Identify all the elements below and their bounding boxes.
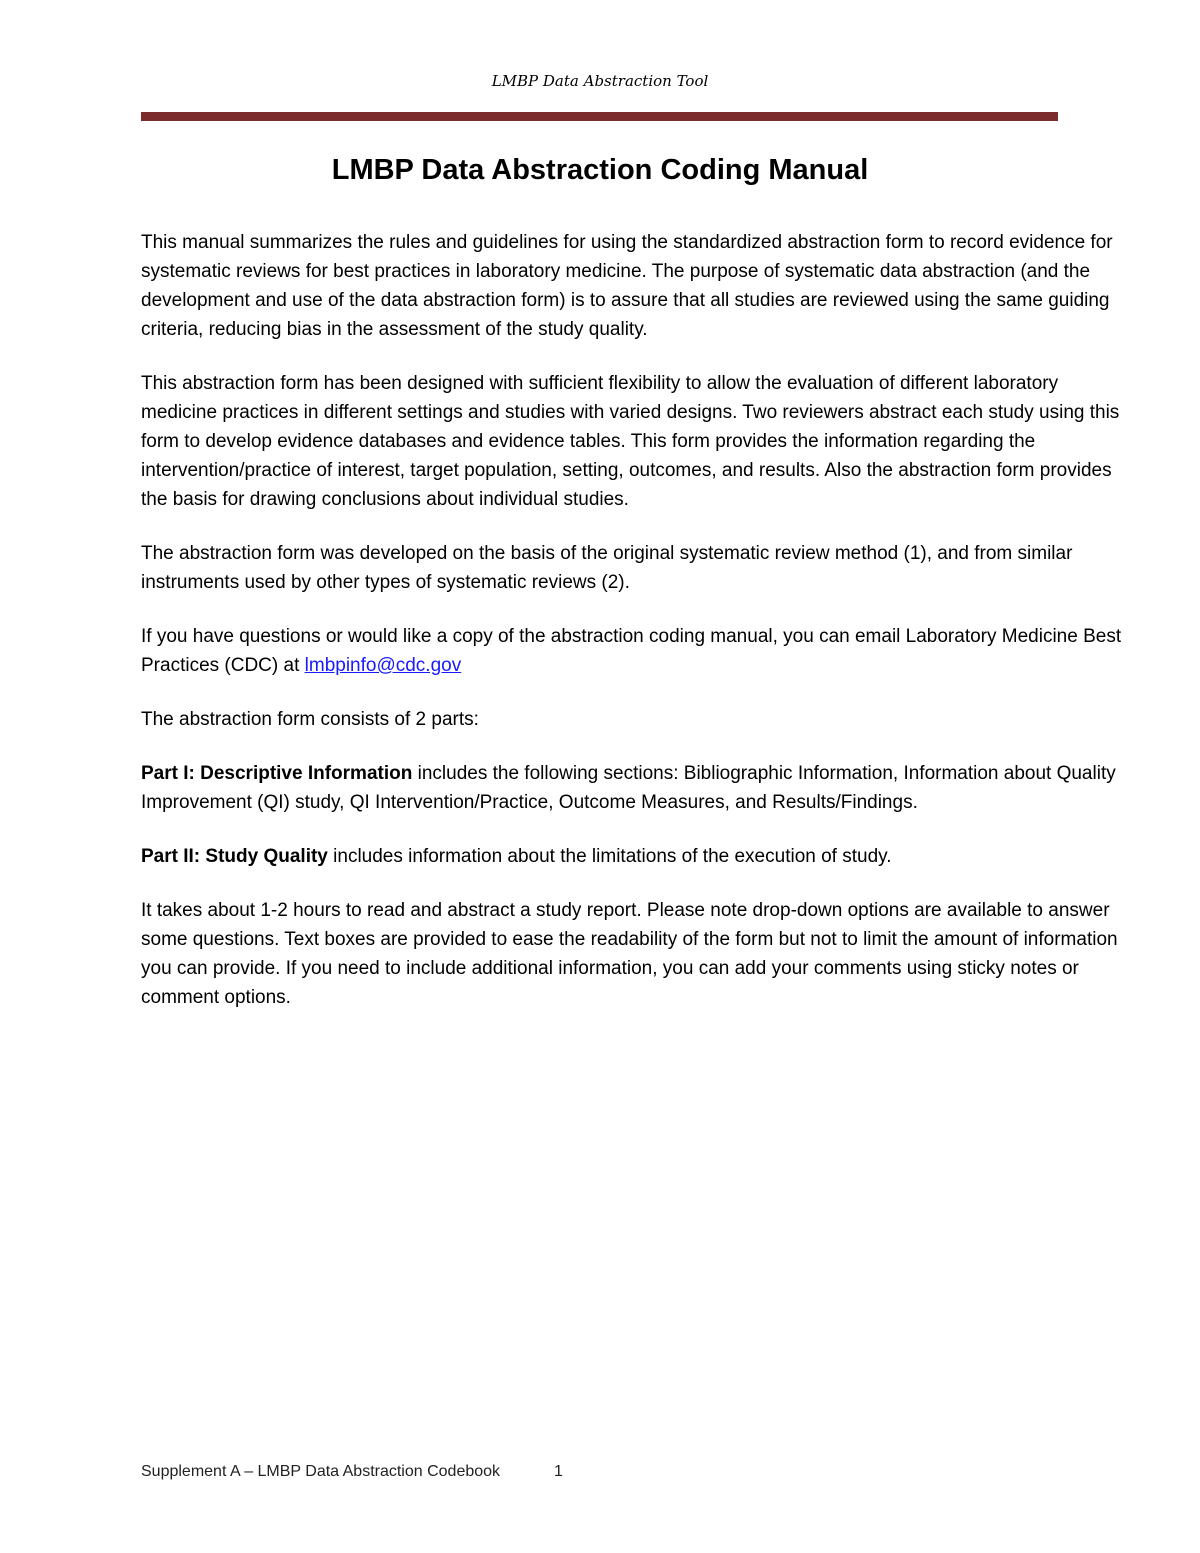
page-footer	[141, 1460, 563, 1484]
part-one-label: Part I: Descriptive Information	[141, 763, 413, 784]
contact-email-link[interactable]: lmbpinfo@cdc.gov	[304, 655, 462, 676]
part-one-paragraph	[141, 759, 1136, 817]
parts-intro-paragraph: The abstraction form consists of 2 parts:	[141, 709, 479, 730]
flexibility-paragraph: This abstraction form has been designed with sufficient flexibility to allow the evaluation of different laboratory medicine practices in different settings and studies with varied designs. Two reviewers abstract each study using this form to develop evidence databases and evidence tables. This form provides the information regarding the intervention/practice of interest, target population, setting, outcomes, and results. Also the abstraction form provides the basis for drawing conclusions about individual studies.	[141, 373, 1120, 510]
development-paragraph: The abstraction form was developed on the basis of the original systematic review method (1), and from similar instruments used by other types of systematic reviews (2).	[141, 543, 1073, 593]
header-rule	[141, 112, 1058, 121]
time-estimate-paragraph: It takes about 1-2 hours to read and abstract a study report. Please note drop-down options are available to answer some questions. Text boxes are provided to ease the readability of the form but not to limit the amount of information you can provide. If you need to include additional information, you can add your comments using sticky notes or comment options.	[141, 900, 1118, 1008]
part-two-text: includes information about the limitations of the execution of study.	[327, 846, 892, 867]
document-body	[141, 228, 1136, 1037]
intro-paragraph: This manual summarizes the rules and guidelines for using the standardized abstraction form to record evidence for systematic reviews for best practices in laboratory medicine. The purpose of systematic data abstraction (and the development and use of the data abstraction form) is to assure that all studies are reviewed using the same guiding criteria, reducing bias in the assessment of the study quality.	[141, 232, 1113, 340]
contact-paragraph	[141, 622, 1136, 680]
part-one-text: includes the following sections: Bibliographic Information, Information about Quality Improvement (QI) study, QI Intervention/Practice, Outcome Measures, and Results/Findings.	[141, 763, 1116, 813]
part-two-paragraph	[141, 842, 1136, 871]
page-number: 1	[554, 1463, 563, 1480]
footer-text: Supplement A – LMBP Data Abstraction Codebook	[141, 1463, 501, 1480]
document-title: LMBP Data Abstraction Coding Manual	[331, 154, 869, 186]
contact-text: If you have questions or would like a copy of the abstraction coding manual, you can email Laboratory Medicine Best Practices (CDC) at	[141, 626, 1122, 676]
running-header: LMBP Data Abstraction Tool	[491, 72, 709, 90]
part-two-label: Part II: Study Quality	[141, 846, 328, 867]
